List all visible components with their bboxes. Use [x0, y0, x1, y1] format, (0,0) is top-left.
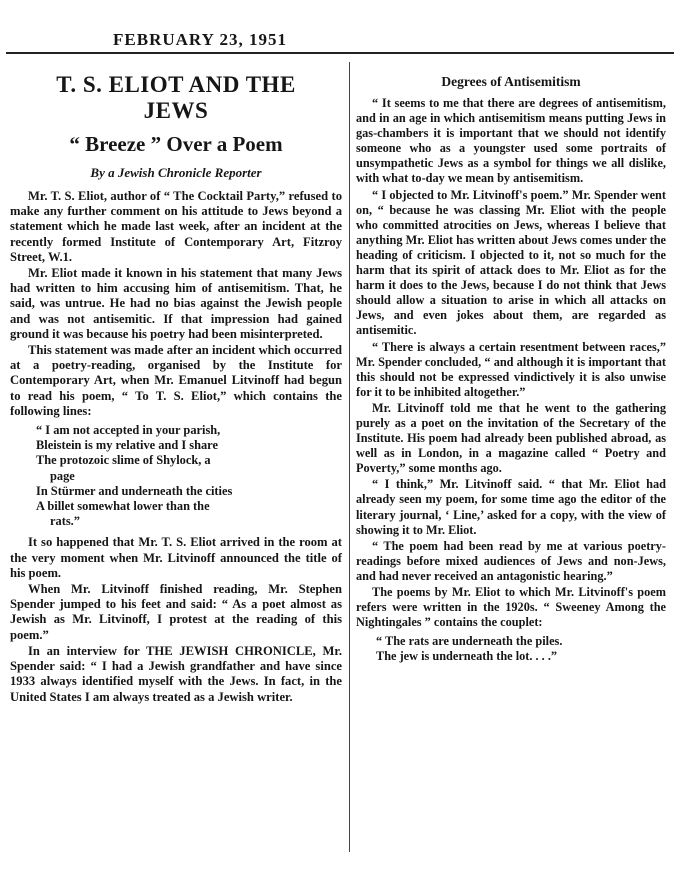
- body-paragraph: “ The poem had been read by me at various poetry-readings before mixed audiences of Jews and non-Jews, and had never received an antagonistic hearing.”: [356, 538, 666, 583]
- body-paragraph: “ I objected to Mr. Litvinoff's poem.” Mr. Spender went on, “ because he was classing Mr. Eliot with the people who committed atrocities on Jews, whereas I believe that anything Mr. Eliot has written about Jews comes under the heading of criticism. I objected to it, not so much for the harm that its spirit of attack does to Mr. Eliot as for the harm it does to the Jews, because I do not think that Jews should allow a situation to arise in which all attacks on Jews, and even jokes about them, are regarded as antisemitic.: [356, 187, 666, 338]
- body-paragraph: When Mr. Litvinoff finished reading, Mr. Stephen Spender jumped to his feet and said: “ As a poet almost as Jewish as Mr. Litvinoff, I protest at the reading of this poem.”: [10, 582, 342, 642]
- left-column: [10, 72, 342, 706]
- right-column: [356, 72, 666, 664]
- headline: [10, 72, 342, 124]
- body-paragraph: “ There is always a certain resentment between races,” Mr. Spender concluded, “ and although it is important that this should not be expressed vindictively it is also unwise for it to be inhibited altogether.”: [356, 339, 666, 399]
- poem-line: In Stürmer and underneath the cities: [36, 483, 233, 498]
- body-paragraph: “ I think,” Mr. Litvinoff said. “ that Mr. Eliot had already seen my poem, for some time ago the editor of the literary journal, ‘ Line,’ asked for a copy, with the view of showing it to Mr. Eliot.: [356, 477, 666, 537]
- couplet-line: The jew is underneath the lot. . . .”: [376, 649, 558, 664]
- body-paragraph: This statement was made after an incident which occurred at a poetry-reading, organised by the Institute for Contemporary Art, when Mr. Emanuel Litvinoff had begun to read his poem, “ To T. S. Eliot,” which contains the following lines:: [10, 343, 342, 418]
- deck-headline: “ Breeze ” Over a Poem: [69, 132, 283, 156]
- column-divider: [349, 62, 350, 852]
- poem-quote: [10, 423, 342, 529]
- poem-line: page: [50, 468, 75, 483]
- poem-line: Bleistein is my relative and I share: [36, 438, 218, 453]
- body-paragraph: The poems by Mr. Eliot to which Mr. Litvinoff's poem refers were written in the 1920s. “ Sweeney Among the Nightingales ” contains the couplet:: [356, 585, 666, 630]
- body-paragraph: It so happened that Mr. T. S. Eliot arrived in the room at the very moment when Mr. Litvinoff announced the title of his poem.: [10, 535, 342, 580]
- couplet-quote: [356, 634, 666, 664]
- body-paragraph: “ It seems to me that there are degrees of antisemitism, and in an age in which antisemitism means putting Jews in gas-chambers it is important that we should not identify someone who as a youngster used some portraits of unsympathetic Jews as a symbol for things we all dislike, with what to-day we mean by antisemitism.: [356, 96, 666, 186]
- body-paragraph: In an interview for THE JEWISH CHRONICLE, Mr. Spender said: “ I had a Jewish grandfather and have since 1933 always identified myself with the Jews. In fact, in the United States I am always treated as a Jewish writer.: [10, 643, 342, 704]
- poem-line: “ I am not accepted in your parish,: [36, 423, 221, 438]
- couplet-line: “ The rats are underneath the piles.: [376, 634, 563, 649]
- poem-line: rats.”: [50, 514, 80, 529]
- body-paragraph: Mr. T. S. Eliot, author of “ The Cocktail Party,” refused to make any further comment on his attitude to Jews beyond a statement which he made last week, after an incident at the recently formed Institute of Contemporary Art, Fitzroy Street, W.1.: [10, 189, 342, 264]
- headline-line-2: JEWS: [143, 98, 209, 123]
- byline: By a Jewish Chronicle Reporter: [90, 165, 262, 180]
- poem-line: A billet somewhat lower than the: [36, 499, 210, 514]
- top-rule: [6, 52, 674, 54]
- body-paragraph: Mr. Litvinoff told me that he went to the gathering purely as a poet on the invitation of the Secretary of the Institute. His poem had already been published abroad, as well as in London, in a magazine called “ Poetry and Poverty,” some months ago.: [356, 400, 666, 476]
- dateline: FEBRUARY 23, 1951: [113, 30, 287, 49]
- subheading: Degrees of Antisemitism: [441, 74, 581, 89]
- headline-line-1: T. S. ELIOT AND THE: [56, 72, 296, 97]
- poem-line: The protozoic slime of Shylock, a: [36, 453, 211, 468]
- body-paragraph: Mr. Eliot made it known in his statement that many Jews had written to him accusing him of antisemitism. That, he said, was untrue. He had no bias against the Jewish people and was not antisemitic. If that impression had gained ground it was because his poetry had been misinterpreted.: [10, 266, 342, 341]
